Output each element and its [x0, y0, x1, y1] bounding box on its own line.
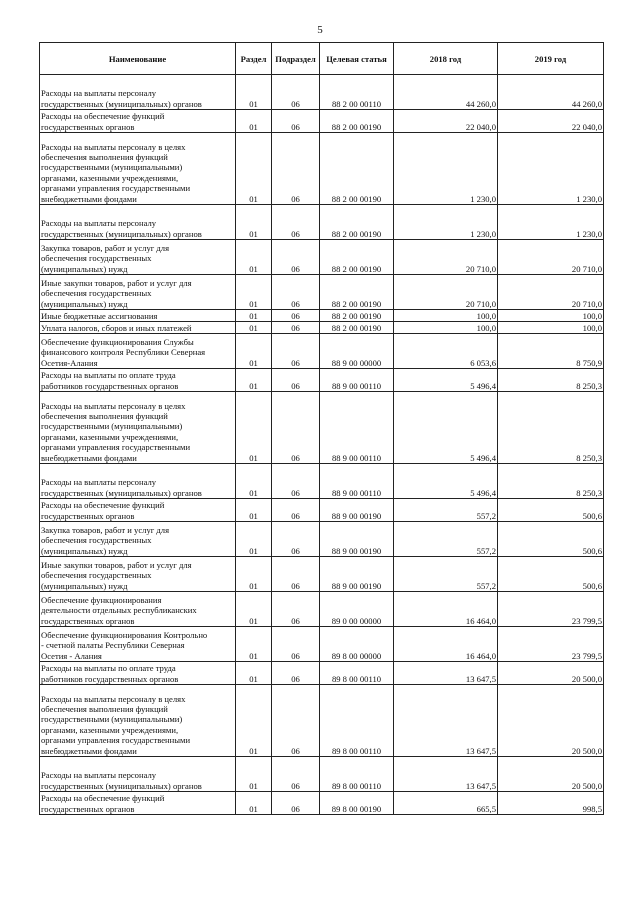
table-row	[40, 627, 604, 662]
cell-2019: 100,0	[498, 310, 604, 322]
col-header-2019: 2019 год	[498, 43, 604, 75]
cell-article: 89 8 00 00110	[320, 757, 394, 792]
cell-razdel: 01	[236, 662, 272, 685]
table-row	[40, 369, 604, 392]
cell-article: 89 8 00 00110	[320, 685, 394, 757]
table-row	[40, 662, 604, 685]
cell-razdel: 01	[236, 592, 272, 627]
cell-2018: 100,0	[394, 310, 498, 322]
cell-article: 88 9 00 00190	[320, 499, 394, 522]
cell-razdel: 01	[236, 275, 272, 310]
cell-2019: 23 799,5	[498, 627, 604, 662]
cell-razdel: 01	[236, 369, 272, 392]
col-header-name: Наименование	[40, 43, 236, 75]
cell-razdel: 01	[236, 499, 272, 522]
cell-2018: 20 710,0	[394, 275, 498, 310]
table-row	[40, 75, 604, 110]
cell-razdel: 01	[236, 522, 272, 557]
cell-article: 88 9 00 00190	[320, 557, 394, 592]
cell-article: 89 8 00 00110	[320, 662, 394, 685]
table-row	[40, 310, 604, 322]
cell-2018: 16 464,0	[394, 627, 498, 662]
cell-2019: 20 710,0	[498, 275, 604, 310]
cell-razdel: 01	[236, 205, 272, 240]
cell-podrazdel: 06	[272, 75, 320, 110]
cell-name: Расходы на выплаты персоналу в целях обеспечения выполнения функций государственными (муниципальными) органами, казенными учреждениями, органами управления государственными внебюджетными фондами	[40, 685, 236, 757]
cell-name: Уплата налогов, сборов и иных платежей	[40, 322, 236, 334]
cell-article: 89 8 00 00190	[320, 792, 394, 815]
cell-2019: 20 500,0	[498, 757, 604, 792]
cell-podrazdel: 06	[272, 369, 320, 392]
cell-razdel: 01	[236, 627, 272, 662]
page-number: 5	[317, 24, 323, 36]
cell-name: Расходы на выплаты персоналу государственных (муниципальных) органов	[40, 757, 236, 792]
cell-razdel: 01	[236, 557, 272, 592]
col-header-podrazdel: Подраздел	[272, 43, 320, 75]
table-row	[40, 275, 604, 310]
cell-2018: 5 496,4	[394, 392, 498, 464]
cell-podrazdel: 06	[272, 133, 320, 205]
table-row	[40, 322, 604, 334]
table-row	[40, 557, 604, 592]
cell-article: 88 2 00 00190	[320, 275, 394, 310]
col-header-2018: 2018 год	[394, 43, 498, 75]
cell-2018: 22 040,0	[394, 110, 498, 133]
cell-2019: 8 250,3	[498, 369, 604, 392]
table-row	[40, 685, 604, 757]
table-row	[40, 392, 604, 464]
cell-2019: 500,6	[498, 522, 604, 557]
cell-name: Закупка товаров, работ и услуг для обеспечения государственных (муниципальных) нужд	[40, 240, 236, 275]
cell-podrazdel: 06	[272, 205, 320, 240]
cell-podrazdel: 06	[272, 557, 320, 592]
cell-2019: 500,6	[498, 557, 604, 592]
table-row	[40, 110, 604, 133]
cell-name: Расходы на выплаты по оплате труда работников государственных органов	[40, 369, 236, 392]
cell-article: 88 9 00 00110	[320, 464, 394, 499]
table-header-row	[40, 43, 604, 75]
cell-2019: 8 750,9	[498, 334, 604, 369]
col-header-article: Целевая статья	[320, 43, 394, 75]
table-row	[40, 792, 604, 815]
cell-razdel: 01	[236, 322, 272, 334]
table-row	[40, 240, 604, 275]
cell-article: 88 2 00 00190	[320, 110, 394, 133]
cell-2018: 6 053,6	[394, 334, 498, 369]
table-row	[40, 334, 604, 369]
cell-name: Иные закупки товаров, работ и услуг для обеспечения государственных (муниципальных) нужд	[40, 557, 236, 592]
cell-article: 88 2 00 00190	[320, 310, 394, 322]
cell-name: Расходы на выплаты по оплате труда работников государственных органов	[40, 662, 236, 685]
cell-2018: 13 647,5	[394, 662, 498, 685]
table-row	[40, 592, 604, 627]
cell-2018: 13 647,5	[394, 757, 498, 792]
cell-name: Обеспечение функционирования Службы финансового контроля Республики Северная Осетия-Алания	[40, 334, 236, 369]
cell-razdel: 01	[236, 392, 272, 464]
cell-name: Расходы на выплаты персоналу государственных (муниципальных) органов	[40, 205, 236, 240]
cell-name: Иные закупки товаров, работ и услуг для обеспечения государственных (муниципальных) нужд	[40, 275, 236, 310]
cell-podrazdel: 06	[272, 685, 320, 757]
cell-podrazdel: 06	[272, 310, 320, 322]
cell-podrazdel: 06	[272, 464, 320, 499]
cell-razdel: 01	[236, 110, 272, 133]
cell-razdel: 01	[236, 792, 272, 815]
cell-article: 88 2 00 00190	[320, 322, 394, 334]
cell-2019: 20 500,0	[498, 662, 604, 685]
cell-2019: 23 799,5	[498, 592, 604, 627]
cell-2019: 1 230,0	[498, 133, 604, 205]
cell-name: Закупка товаров, работ и услуг для обеспечения государственных (муниципальных) нужд	[40, 522, 236, 557]
table-row	[40, 133, 604, 205]
cell-2018: 557,2	[394, 499, 498, 522]
cell-2019: 44 260,0	[498, 75, 604, 110]
cell-podrazdel: 06	[272, 240, 320, 275]
cell-podrazdel: 06	[272, 334, 320, 369]
cell-podrazdel: 06	[272, 757, 320, 792]
cell-podrazdel: 06	[272, 662, 320, 685]
cell-2018: 16 464,0	[394, 592, 498, 627]
cell-razdel: 01	[236, 757, 272, 792]
cell-article: 88 9 00 00190	[320, 522, 394, 557]
cell-name: Расходы на выплаты персоналу в целях обеспечения выполнения функций государственными (муниципальными) органами, казенными учреждениями, органами управления государственными внебюджетными фондами	[40, 392, 236, 464]
cell-name: Расходы на выплаты персоналу государственных (муниципальных) органов	[40, 75, 236, 110]
cell-2019: 500,6	[498, 499, 604, 522]
cell-article: 88 9 00 00000	[320, 334, 394, 369]
cell-razdel: 01	[236, 133, 272, 205]
cell-podrazdel: 06	[272, 392, 320, 464]
table-row	[40, 499, 604, 522]
cell-2019: 8 250,3	[498, 464, 604, 499]
cell-2018: 1 230,0	[394, 133, 498, 205]
cell-2018: 100,0	[394, 322, 498, 334]
cell-razdel: 01	[236, 75, 272, 110]
cell-name: Расходы на обеспечение функций государственных органов	[40, 110, 236, 133]
cell-podrazdel: 06	[272, 322, 320, 334]
cell-razdel: 01	[236, 240, 272, 275]
cell-razdel: 01	[236, 310, 272, 322]
cell-2018: 1 230,0	[394, 205, 498, 240]
cell-2018: 13 647,5	[394, 685, 498, 757]
cell-2018: 5 496,4	[394, 464, 498, 499]
cell-article: 88 2 00 00190	[320, 205, 394, 240]
cell-2018: 5 496,4	[394, 369, 498, 392]
col-header-razdel: Раздел	[236, 43, 272, 75]
table-row	[40, 205, 604, 240]
cell-name: Обеспечение функционирования Контрольно - счетной палаты Республики Северная Осетия - Алания	[40, 627, 236, 662]
cell-podrazdel: 06	[272, 499, 320, 522]
cell-name: Расходы на выплаты персоналу в целях обеспечения выполнения функций государственными (муниципальными) органами, казенными учреждениями, органами управления государственными внебюджетными фондами	[40, 133, 236, 205]
cell-2018: 20 710,0	[394, 240, 498, 275]
cell-article: 89 0 00 00000	[320, 592, 394, 627]
budget-table	[39, 42, 604, 815]
cell-2019: 20 710,0	[498, 240, 604, 275]
cell-podrazdel: 06	[272, 627, 320, 662]
cell-2018: 557,2	[394, 557, 498, 592]
cell-article: 88 9 00 00110	[320, 392, 394, 464]
cell-podrazdel: 06	[272, 110, 320, 133]
table-row	[40, 757, 604, 792]
cell-name: Иные бюджетные ассигнования	[40, 310, 236, 322]
cell-podrazdel: 06	[272, 592, 320, 627]
cell-podrazdel: 06	[272, 275, 320, 310]
cell-name: Расходы на обеспечение функций государственных органов	[40, 499, 236, 522]
cell-name: Обеспечение функционирования деятельности отдельных республиканских государственных органов	[40, 592, 236, 627]
cell-2019: 20 500,0	[498, 685, 604, 757]
cell-razdel: 01	[236, 464, 272, 499]
cell-2019: 1 230,0	[498, 205, 604, 240]
cell-article: 88 2 00 00190	[320, 133, 394, 205]
cell-2018: 665,5	[394, 792, 498, 815]
cell-article: 88 9 00 00110	[320, 369, 394, 392]
table-row	[40, 464, 604, 499]
cell-article: 88 2 00 00190	[320, 240, 394, 275]
cell-podrazdel: 06	[272, 792, 320, 815]
cell-name: Расходы на выплаты персоналу государственных (муниципальных) органов	[40, 464, 236, 499]
cell-article: 88 2 00 00110	[320, 75, 394, 110]
cell-name: Расходы на обеспечение функций государственных органов	[40, 792, 236, 815]
cell-2019: 22 040,0	[498, 110, 604, 133]
cell-podrazdel: 06	[272, 522, 320, 557]
cell-razdel: 01	[236, 685, 272, 757]
cell-razdel: 01	[236, 334, 272, 369]
cell-2019: 100,0	[498, 322, 604, 334]
table-row	[40, 522, 604, 557]
cell-2018: 44 260,0	[394, 75, 498, 110]
cell-2018: 557,2	[394, 522, 498, 557]
cell-article: 89 8 00 00000	[320, 627, 394, 662]
cell-2019: 998,5	[498, 792, 604, 815]
cell-2019: 8 250,3	[498, 392, 604, 464]
